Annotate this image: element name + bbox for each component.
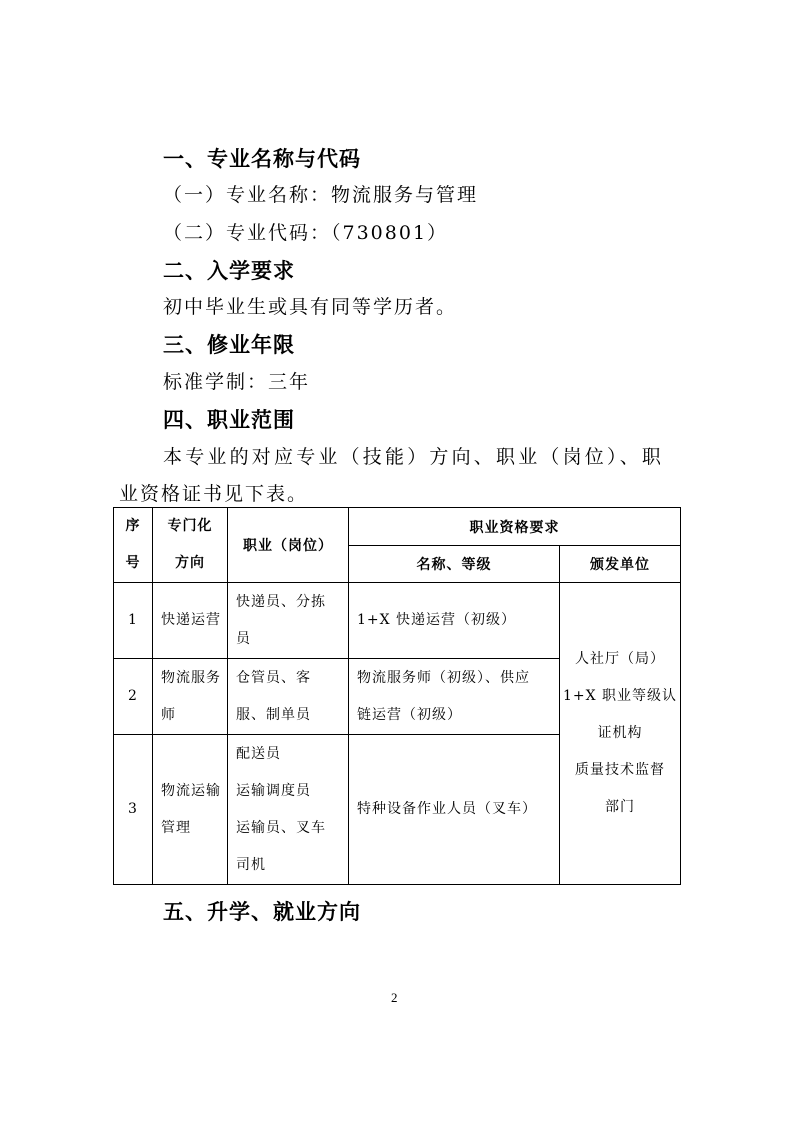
- row-2-certs: [349, 659, 560, 735]
- row-1-jobs-line-2: 员: [236, 630, 251, 647]
- issuer-line-5: 部门: [605, 799, 635, 815]
- section-2-title: 二、入学要求: [163, 259, 295, 283]
- admission-text: 初中毕业生或具有同等学历者。: [163, 296, 458, 318]
- row-3-direction-line-1: 物流运输: [161, 782, 221, 799]
- row-2-jobs: [228, 659, 349, 735]
- scope-intro-line-2: 业资格证书见下表。: [119, 483, 309, 505]
- occupation-table: [113, 507, 681, 885]
- header-seq-top: 序: [125, 518, 141, 534]
- issuer-line-2: 1+X 职业等级认: [562, 688, 678, 704]
- page-number: 2: [391, 990, 398, 1005]
- row-3-direction-line-2: 管理: [161, 819, 191, 836]
- header-job: 职业（岗位）: [228, 508, 349, 583]
- issuer-line-1: 人社厅（局）: [575, 651, 665, 667]
- row-3-jobs-line-3: 运输员、叉车: [236, 819, 326, 836]
- row-2-direction-line-2: 师: [161, 706, 176, 723]
- row-1-jobs-line-1: 快递员、分拣: [236, 593, 326, 610]
- section-1-title: 一、专业名称与代码: [163, 147, 361, 171]
- row-3-jobs: [228, 735, 349, 885]
- row-1-certs: [349, 583, 560, 659]
- row-3-certs: [349, 735, 560, 885]
- row-2-direction-line-1: 物流服务: [161, 669, 221, 686]
- row-2-direction: [153, 659, 228, 735]
- header-qualification: 职业资格要求: [349, 508, 681, 546]
- header-direction: [153, 508, 228, 583]
- row-1-seq: 1: [114, 583, 153, 659]
- major-code-line: （二）专业代码：（730801）: [163, 222, 449, 244]
- row-3-seq: 3: [114, 735, 153, 885]
- issuer-cell: [560, 583, 681, 885]
- scope-intro-line-1: 本专业的对应专业（技能）方向、职业（岗位）、职: [163, 446, 665, 468]
- row-1-direction-line: 快递运营: [161, 612, 221, 628]
- header-seq: [114, 508, 153, 583]
- row-3-certs-line-1: 特种设备作业人员（叉车）: [357, 801, 537, 817]
- row-2-seq: 2: [114, 659, 153, 735]
- header-seq-bottom: 号: [125, 555, 141, 571]
- row-3-jobs-line-1: 配送员: [236, 745, 281, 762]
- major-name-line: （一）专业名称：物流服务与管理: [163, 184, 479, 206]
- duration-text: 标准学制：三年: [163, 371, 311, 393]
- row-3-direction: [153, 735, 228, 885]
- table-row: [114, 583, 681, 659]
- row-3-jobs-line-2: 运输调度员: [236, 782, 311, 799]
- row-1-direction: [153, 583, 228, 659]
- row-1-certs-line-1: 1+X 快递运营（初级）: [357, 612, 517, 628]
- row-2-certs-line-2: 链运营（初级）: [357, 706, 462, 723]
- row-2-jobs-line-2: 服、制单员: [236, 706, 311, 723]
- issuer-line-3: 证机构: [597, 725, 643, 741]
- issuer-line-4: 质量技术监督: [575, 762, 665, 778]
- section-5-title: 五、升学、就业方向: [163, 900, 361, 924]
- header-direction-bottom: 方向: [175, 555, 205, 571]
- table-header-row-1: [114, 508, 681, 546]
- row-1-jobs: [228, 583, 349, 659]
- row-3-jobs-line-4: 司机: [236, 856, 266, 873]
- row-2-certs-line-1: 物流服务师（初级）、供应: [357, 669, 530, 686]
- row-2-jobs-line-1: 仓管员、客: [236, 669, 311, 686]
- header-qualification-name: 名称、等级: [349, 546, 560, 583]
- header-issuer: 颁发单位: [560, 546, 681, 583]
- section-3-title: 三、修业年限: [163, 333, 295, 357]
- section-4-title: 四、职业范围: [163, 408, 295, 432]
- header-direction-top: 专门化: [167, 518, 213, 534]
